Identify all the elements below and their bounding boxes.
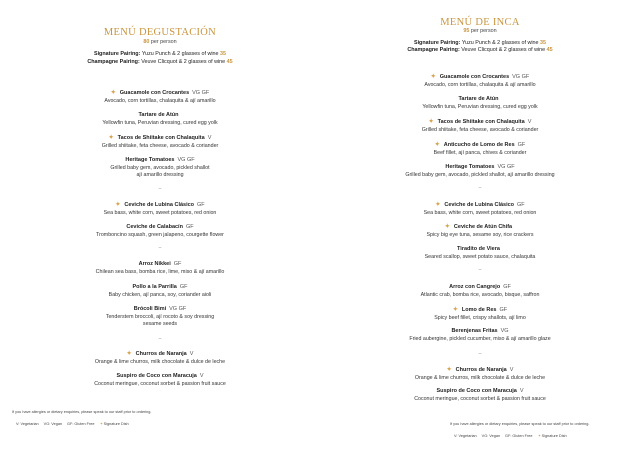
- menu-title: MENÚ DE INCA: [440, 17, 520, 28]
- signature-pairing: Signature Pairing: Yuzu Punch & 2 glasses of wine 35: [413, 40, 547, 46]
- dish-item: Brócoli Bimi VG GF Tenderstem broccoli, ají rocoto & soy dressing sesame seeds: [105, 306, 215, 327]
- dish-item: ✦ Churros de Naranja V Orange & lime churros, milk chocolate & dulce de leche: [414, 367, 546, 381]
- allergy-note: If you have allergies or dietary enquiries, please speak to our staff prior to ordering.: [450, 422, 590, 426]
- dish-item: Suspiro de Coco con Maracuja V Coconut meringue, coconut sorbet & passion fruit sauce: [414, 388, 546, 402]
- dish-item: ✦ Tacos de Shiitake con Chalaquita V Grilled shiitake, feta cheese, avocado & coriander: [101, 135, 219, 149]
- signature-pairing: Signature Pairing: Yuzu Punch & 2 glasses of wine 35: [93, 51, 227, 57]
- dish-item: Suspiro de Coco con Maracuja V Coconut meringue, coconut sorbet & passion fruit sauce: [94, 373, 226, 387]
- section-separator: –: [158, 336, 162, 342]
- dish-item: Pollo a la Parrilla GF Baby chicken, ají panca, soy, coriander aioli: [108, 284, 212, 298]
- dish-item: ✦ Tacos de Shiitake con Chalaquita V Grilled shiitake, feta cheese, avocado & coriander: [421, 119, 539, 133]
- dish-item: ✦ Churros de Naranja V Orange & lime churros, milk chocolate & dulce de leche: [94, 351, 226, 365]
- dish-item: Tiradito de Viera Seared scallop, sweet potato sauce, chalaquita: [424, 246, 536, 260]
- section-separator: –: [478, 267, 482, 273]
- dish-item: Ceviche de Calabacín GF Tromboncino squash, green jalapeno, courgette flower: [96, 224, 224, 238]
- dish-item: Tartare de Atún Yellowfin tuna, Peruvian dressing, cured egg yolk: [102, 112, 218, 126]
- dish-item: Arroz con Cangrejo GF Atlantic crab, bomba rice, avocado, bisque, saffron: [420, 284, 540, 298]
- star-icon: ✦: [108, 135, 114, 141]
- right-menu-page: [320, 0, 640, 453]
- star-icon: ✦: [434, 142, 440, 148]
- section-separator: –: [158, 245, 162, 251]
- dish-item: ✦ Anticucho de Lomo de Res GF Beef fillet, ají panca, chives & coriander: [433, 142, 527, 156]
- dish-item: ✦ Ceviche de Lubina Clásico GF Sea bass, white corn, sweet potatoes, red onion: [423, 202, 537, 216]
- dish-item: ✦ Lomo de Res GF Spicy beef fillet, crispy shallots, ají limo: [434, 307, 526, 321]
- menu-price: 95 per person: [463, 28, 497, 34]
- dish-item: ✦ Guacamole con Crocantes VG GF Avocado, corn tortillas, chalaquita & ají amarillo: [424, 74, 536, 88]
- dish-item: Heritage Tomatoes VG GF Grilled baby gem, avocado, pickled shallot ají amarillo dressing: [110, 157, 210, 178]
- star-icon: ✦: [430, 74, 436, 80]
- star-icon: ✦: [444, 224, 450, 230]
- legend: V: Vegetarian VG: Vegan GF: Gluten Free ✦Signature Dish: [16, 422, 129, 426]
- dish-item: ✦ Guacamole con Crocantes VG GF Avocado, corn tortillas, chalaquita & ají amarillo: [104, 90, 216, 104]
- champagne-pairing: Champagne Pairing: Veuve Clicquot & 2 glasses of wine 45: [87, 59, 233, 65]
- allergy-note: If you have allergies or dietary enquiries, please speak to our staff prior to ordering.: [12, 410, 152, 414]
- dish-item: ✦ Ceviche de Lubina Clásico GF Sea bass, white corn, sweet potatoes, red onion: [103, 202, 217, 216]
- dish-item: ✦ Ceviche de Atún Chifa Spicy big eye tuna, sesame soy, rice crackers: [426, 224, 534, 238]
- section-separator: –: [478, 351, 482, 357]
- legend: V: Vegetarian VG: Vegan GF: Gluten Free ✦Signature Dish: [454, 434, 567, 438]
- star-icon: ✦: [435, 202, 441, 208]
- dish-item: Tartare de Atún Yellowfin tuna, Peruvian dressing, cured egg yolk: [422, 96, 538, 110]
- star-icon: ✦: [126, 351, 132, 357]
- dish-item: Arroz Nikkei GF Chilean sea bass, bomba rice, lime, miso & ají amarillo: [95, 261, 225, 275]
- section-separator: –: [478, 185, 482, 191]
- menu-price: 80 per person: [143, 39, 177, 45]
- star-icon: ✦: [537, 434, 541, 438]
- section-separator: –: [158, 186, 162, 192]
- star-icon: ✦: [446, 367, 452, 373]
- star-icon: ✦: [452, 307, 458, 313]
- champagne-pairing: Champagne Pairing: Veuve Clicquot & 2 glasses of wine 45: [407, 47, 553, 53]
- star-icon: ✦: [110, 90, 116, 96]
- star-icon: ✦: [428, 119, 434, 125]
- star-icon: ✦: [99, 422, 103, 426]
- menu-title: MENÚ DEGUSTACIÓN: [103, 27, 217, 38]
- dish-item: Berenjenas Fritas VG Fried aubergine, pickled cucumber, miso & ají amarillo glaze: [409, 328, 551, 342]
- star-icon: ✦: [115, 202, 121, 208]
- dish-item: Heritage Tomatoes VG GF Grilled baby gem, avocado, pickled shallot, ají amarillo dressing: [405, 164, 555, 178]
